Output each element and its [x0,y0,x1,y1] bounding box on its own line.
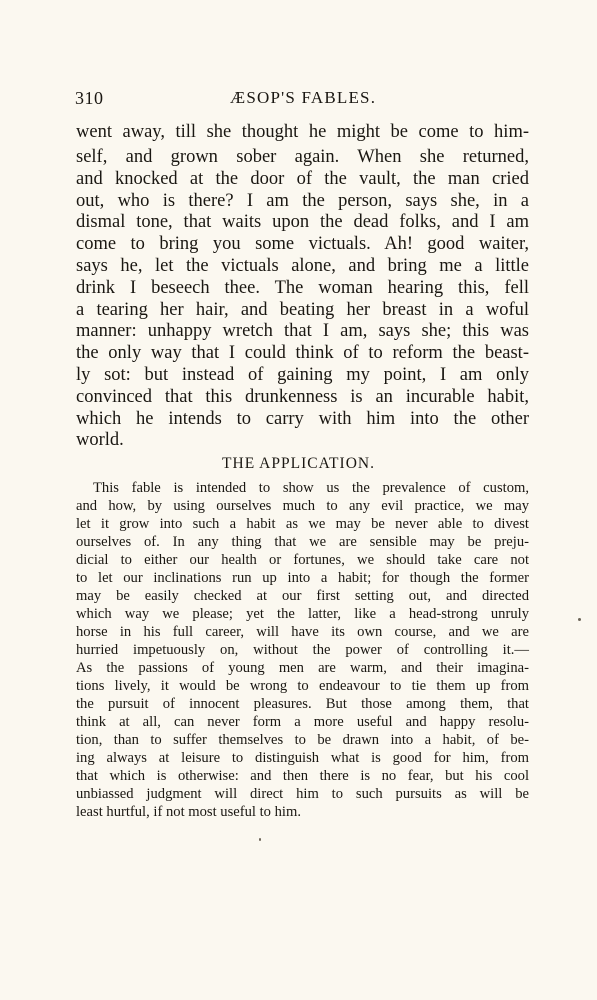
application-line: unbiassed judgment will direct him to such pursuits as will be [76,786,529,802]
application-line: that which is otherwise: and then there is no fear, but his cool [76,768,529,784]
application-line: hurried impetuously on, without the power of controlling it.— [76,642,529,658]
application-line: ourselves of. In any thing that we are sensible may be preju- [76,534,529,550]
application-line: As the passions of young men are warm, and their imagina- [76,660,529,676]
body-line: ly sot: but instead of gaining my point, I am only [76,365,529,385]
body-line: self, and grown sober again. When she returned, [76,147,529,167]
body-line: a tearing her hair, and beating her breast in a woful [76,300,529,320]
application-line: ing always at leisure to distinguish what is good for him, from [76,750,529,766]
application-line: let it grow into such a habit as we may be never able to divest [76,516,529,532]
application-line: least hurtful, if not most useful to him. [76,804,301,820]
application-line: This fable is intended to show us the prevalence of custom, [93,480,529,496]
application-line: horse in his full career, will have its own course, and we are [76,624,529,640]
body-line: which he intends to carry with him into the other [76,409,529,429]
application-line: which way we please; yet the latter, like a head-strong unruly [76,606,529,622]
running-title: ÆSOP'S FABLES. [230,88,377,107]
application-heading: THE APPLICATION. [222,455,375,472]
application-line: may be easily checked at our first setting out, and directed [76,588,529,604]
application-line: dicial to either our health or fortunes, we should take care not [76,552,529,568]
page-header [75,88,530,112]
body-line: world. [76,430,124,450]
paper-speck [259,838,261,841]
application-line: tion, than to suffer themselves to be drawn into a habit, of be- [76,732,529,748]
body-line: drink I beseech thee. The woman hearing this, fell [76,278,529,298]
body-line: says he, let the victuals alone, and bring me a little [76,256,529,276]
body-line: manner: unhappy wretch that I am, says she; this was [76,321,529,341]
body-line: convinced that this drunkenness is an incurable habit, [76,387,529,407]
body-line: and knocked at the door of the vault, the man cried [76,169,529,189]
paper-speck [578,618,581,621]
body-line: went away, till she thought he might be come to him- [76,122,529,142]
application-line: tions lively, it would be wrong to endeavour to tie them up from [76,678,529,694]
application-line: the pursuit of innocent pleasures. But those among them, that [76,696,529,712]
page-number: 310 [75,88,104,108]
application-line: think at all, can never form a more useful and happy resolu- [76,714,529,730]
body-line: come to bring you some victuals. Ah! good waiter, [76,234,529,254]
body-line: dismal tone, that waits upon the dead folks, and I am [76,212,529,232]
body-line: the only way that I could think of to reform the beast- [76,343,529,363]
application-line: and how, by using ourselves much to any evil practice, we may [76,498,529,514]
application-line: to let our inclinations run up into a habit; for though the former [76,570,529,586]
body-line: out, who is there? I am the person, says she, in a [76,191,529,211]
